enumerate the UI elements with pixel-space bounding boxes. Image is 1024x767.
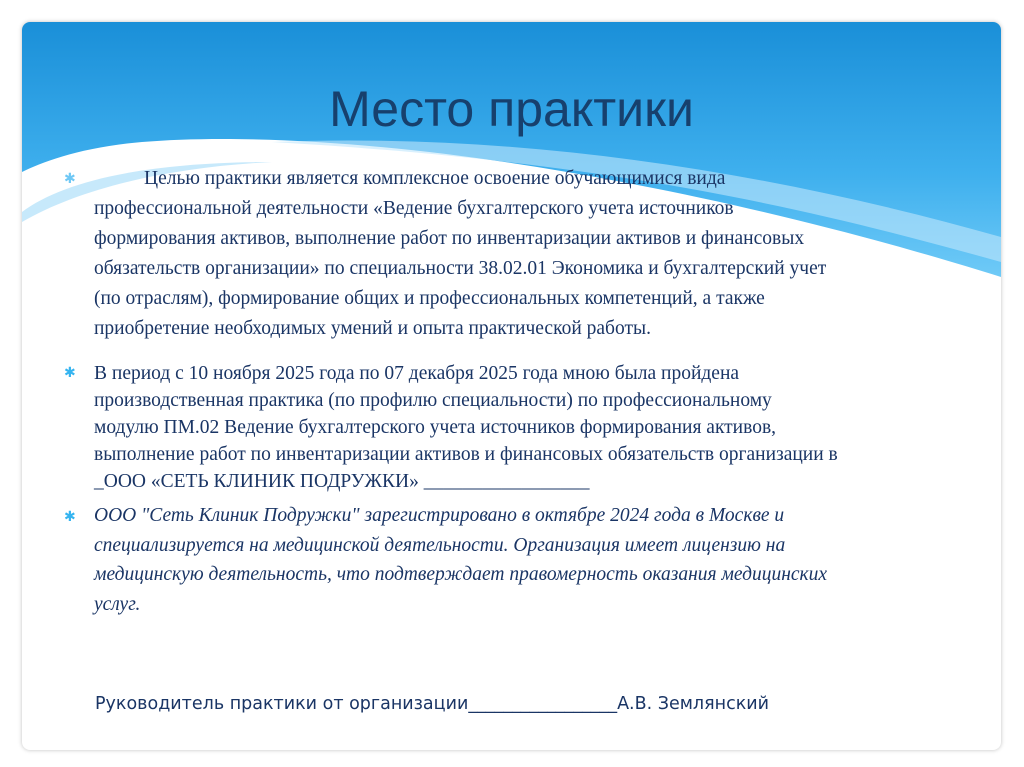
text-line: В период с 10 ноября 2025 года по 07 декабря 2025 года мною была пройдена (94, 363, 740, 384)
slide (22, 22, 1001, 750)
text-line: _ООО «СЕТЬ КЛИНИК ПОДРУЖКИ» _________________ (94, 471, 590, 492)
text-line: ООО "Сеть Клиник Подружки" зарегистрировано в октябре 2024 года в Москве и (94, 505, 785, 526)
text-line: (по отраслям), формирование общих и профессиональных компетенций, а также (94, 288, 765, 309)
asterisk-bullet-icon: ✱ (64, 509, 76, 525)
text-line: приобретение необходимых умений и опыта практической работы. (94, 318, 651, 339)
paragraph-organization (64, 501, 828, 619)
text-line: формирования активов, выполнение работ по инвентаризации активов и финансовых (94, 228, 805, 249)
text-line: Целью практики является комплексное освоение обучающимися вида (144, 168, 726, 189)
text-line: обязательств организации» по специальности 38.02.01 Экономика и бухгалтерский учет (94, 258, 827, 279)
text-line: услуг. (94, 593, 141, 615)
text-line: специализируется на медицинской деятельности. Организация имеет лицензию на (94, 534, 786, 556)
text-line: медицинскую деятельность, что подтверждает правомерность оказания медицинских (94, 564, 828, 585)
slide-title: Место практики (329, 81, 694, 137)
asterisk-bullet-icon: ✱ (64, 365, 76, 381)
asterisk-bullet-icon: ✱ (64, 171, 76, 187)
paragraph-period (64, 360, 838, 495)
paragraph-goal (64, 164, 827, 344)
text-line: производственная практика (по профилю специальности) по профессиональному (94, 390, 772, 411)
text-line: модулю ПМ.02 Ведение бухгалтерского учета источников формирования активов, (94, 417, 777, 438)
supervisor-signature-line: Руководитель практики от организации_________________А.В. Землянский (95, 694, 770, 714)
text-line: выполнение работ по инвентаризации активов и финансовых обязательств организации в (94, 444, 838, 465)
text-line: профессиональной деятельности «Ведение бухгалтерского учета источников (94, 198, 734, 219)
